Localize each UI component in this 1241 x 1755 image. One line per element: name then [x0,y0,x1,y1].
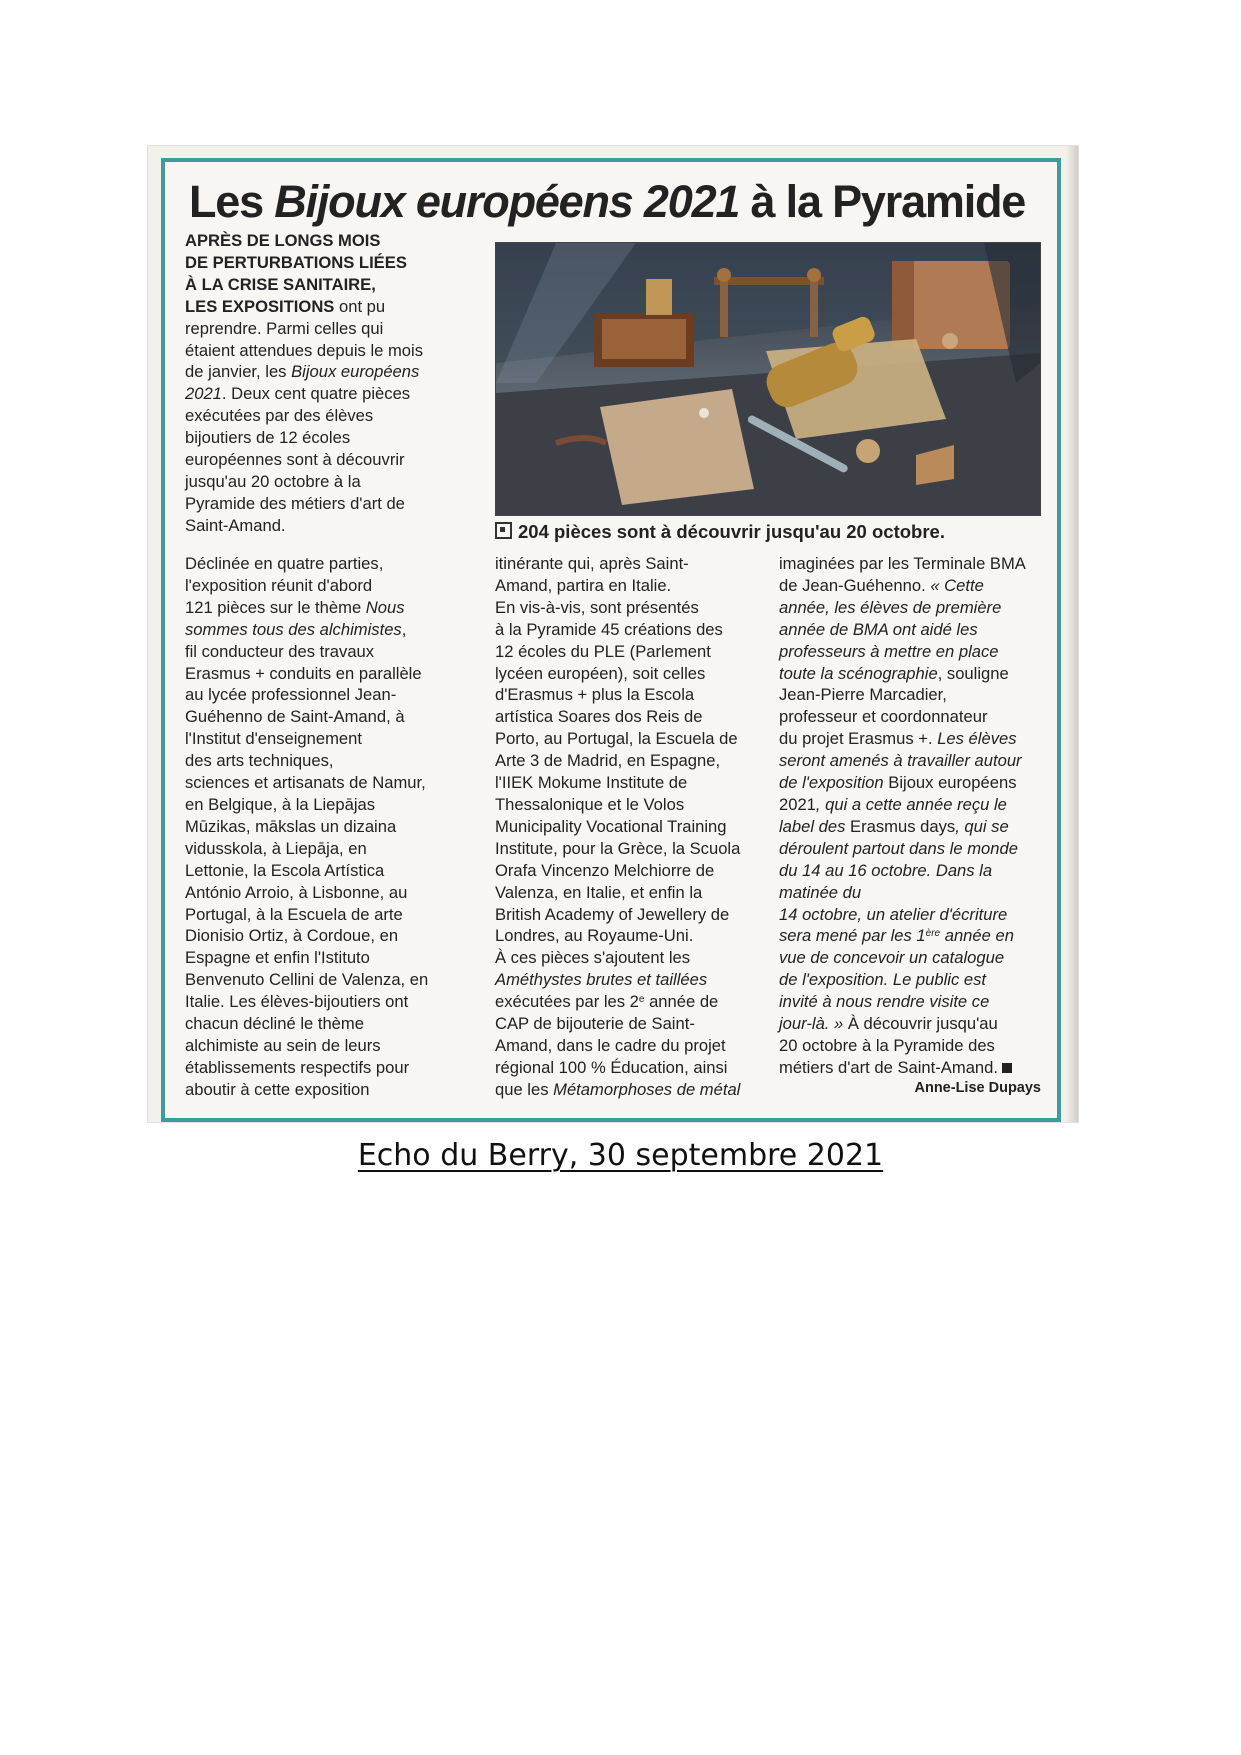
lead-line [185,361,485,383]
body-line: Italie. Les élèves-bijoutiers ont [185,992,409,1012]
body-line [779,882,1049,904]
body-line: 20 octobre à la Pyramide des [779,1035,995,1055]
lead-line: bijoutiers de 12 écoles [185,428,351,448]
body-italic: du 14 au 16 octobre. Dans la [779,860,993,880]
body-italic: déroulent partout dans le monde [779,838,1018,858]
body-line [495,969,770,991]
body-text: de Jean-Guéhenno. [779,575,931,595]
lead-italic: 2021 [185,384,222,404]
body-line: fil conducteur des travaux [185,641,375,661]
body-line [779,838,1049,860]
body-line: Orafa Vincenzo Melchiorre de [495,860,715,880]
body-line: Jean-Pierre Marcadier, [779,685,947,705]
lead-line: jusqu'au 20 octobre à la [185,471,361,491]
body-italic: de l'exposition. Le public est [779,970,987,990]
body-line [779,619,1049,641]
article-frame [161,158,1061,1122]
body-line: En vis-à-vis, sont présentés [495,597,699,617]
body-line: sciences et artisanats de Namur, [185,773,426,793]
body-italic [779,926,1014,945]
body-italic: 14 octobre, un atelier d'écriture [779,904,1008,924]
body-text: exécutées par les 2 [495,992,639,1012]
body-line: chacun décliné le thème [185,1014,364,1034]
body-line: régional 100 % Éducation, ainsi [495,1057,728,1077]
body-text: année en [940,926,1014,946]
body-line: d'Erasmus + plus la Escola [495,685,695,705]
body-line: en Belgique, à la Liepājas [185,794,376,814]
body-line: Londres, au Royaume-Uni. [495,926,694,946]
article-title [189,176,1025,228]
lead-line: reprendre. Parmi celles qui [185,318,384,338]
lead-text: ont pu [334,296,386,316]
body-line: des arts techniques, [185,751,334,771]
body-italic: , qui se [955,816,1009,836]
body-line: vidusskola, à Liepāja, en [185,838,367,858]
article-column-3 [779,553,1049,1079]
body-line: aboutir à cette exposition [185,1079,370,1099]
body-line: Mūzikas, mākslas un dizaina [185,816,397,836]
article-column-2 [495,553,770,1101]
body-italic: sommes tous des alchimistes [185,619,402,639]
article-column-1 [185,553,485,1101]
superscript: ère [925,928,941,940]
body-line: Valenza, en Italie, et enfin la [495,882,703,902]
body-line: British Academy of Jewellery de [495,904,730,924]
body-line: Amand, dans le cadre du projet [495,1035,726,1055]
lead-line: DE PERTURBATIONS LIÉES [185,252,407,272]
body-text: du projet Erasmus +. [779,729,938,749]
lead-line: exécutées par des élèves [185,406,374,426]
body-line: Benvenuto Cellini de Valenza, en [185,970,429,990]
body-line [779,860,1049,882]
body-line: Portugal, à la Escuela de arte [185,904,403,924]
body-text: que les [495,1079,554,1099]
body-line: l'Institut d'enseignement [185,729,362,749]
body-line [779,728,1049,750]
body-line [779,641,1049,663]
body-italic: seront amenés à travailler autour [779,751,1022,771]
body-line: Lettonie, la Escola Artística [185,860,385,880]
body-line [779,794,1049,816]
body-italic: Métamorphoses de métal [553,1079,741,1099]
body-italic: toute la scénographie [779,663,938,683]
body-line: établissements respectifs pour [185,1057,410,1077]
body-line: Institute, pour la Grèce, la Scuola [495,838,741,858]
body-line: professeur et coordonnateur [779,707,988,727]
lead-bold: LES EXPOSITIONS [185,296,335,316]
body-line [779,597,1049,619]
lead-text: de janvier, les [185,362,292,382]
body-italic: vue de concevoir un catalogue [779,948,1005,968]
alchemy-display-photo [496,243,1040,515]
body-line: Guéhenno de Saint-Amand, à [185,707,405,727]
body-text: 2021 [779,794,816,814]
body-line [779,904,1049,926]
body-line: Erasmus + conduits en parallèle [185,663,422,683]
title-part: à la Pyramide [739,176,1026,227]
body-line [779,1057,1049,1079]
title-italic: Bijoux européens 2021 [274,176,740,227]
body-italic: de l'exposition [779,773,889,793]
body-line: António Arroio, à Lisbonne, au [185,882,408,902]
body-line [495,1079,770,1101]
body-text: année de [644,992,719,1012]
body-italic: professeurs à mettre en place [779,641,999,661]
article-lead [185,230,485,537]
body-line [779,750,1049,772]
body-line: à la Pyramide 45 créations des [495,619,723,639]
body-line: Arte 3 de Madrid, en Espagne, [495,751,721,771]
title-part: Les [189,176,275,227]
body-italic: « Cette [930,575,984,595]
body-line: imaginées par les Terminale BMA [779,554,1026,573]
body-line [779,991,1049,1013]
superscript: e [638,994,645,1006]
body-line: CAP de bijouterie de Saint- [495,1014,695,1034]
caption-marker-icon [495,522,512,539]
lead-line: européennes sont à découvrir [185,450,405,470]
body-text: sera mené par les 1 [779,926,926,946]
body-italic: jour-là. » [779,1014,844,1034]
body-italic: invité à nous rendre visite ce [779,992,990,1012]
lead-line: Saint-Amand. [185,515,286,535]
body-text: métiers d'art de Saint-Amand. [779,1057,998,1077]
source-caption [0,1138,1241,1173]
body-line: Municipality Vocational Training [495,816,727,836]
body-line: Thessalonique et le Volos [495,794,685,814]
lead-text: . Deux cent quatre pièces [221,384,411,404]
body-line: alchimiste au sein de leurs [185,1035,381,1055]
body-italic: matinée du [779,882,862,902]
body-line [779,575,1049,597]
scan-edge-shadow [1066,146,1078,1122]
lead-line: étaient attendues depuis le mois [185,340,424,360]
body-line: Porto, au Portugal, la Escuela de [495,729,738,749]
body-line: lycéen européen), soit celles [495,663,706,683]
body-italic: Améthystes brutes et taillées [495,970,708,990]
body-text: , [401,619,407,639]
body-line [779,969,1049,991]
newspaper-clipping [148,146,1078,1122]
lead-line [185,383,485,405]
body-italic: Les élèves [937,729,1017,749]
body-text: Bijoux européens [888,773,1017,793]
body-line [495,991,770,1013]
body-line [185,597,485,619]
body-text: À découvrir jusqu'au [843,1014,998,1034]
body-text: , souligne [937,663,1009,683]
body-text: 121 pièces sur le thème [185,597,366,617]
lead-line [185,296,485,318]
author-signature: Anne-Lise Dupays [914,1080,1041,1096]
body-line [779,925,1049,947]
lead-line: À LA CRISE SANITAIRE, [185,274,376,294]
body-line [779,663,1049,685]
body-line: 12 écoles du PLE (Parlement [495,641,711,661]
caption-text: 204 pièces sont à découvrir jusqu'au 20 octobre. [518,521,945,542]
lead-italic: Bijoux européens [291,362,420,382]
body-line: Dionisio Ortiz, à Cordoue, en [185,926,399,946]
body-line [779,816,1049,838]
body-line: itinérante qui, après Saint- [495,554,689,573]
body-line: au lycée professionnel Jean- [185,685,397,705]
body-line: l'IIEK Mokume Institute de [495,773,688,793]
body-line [779,947,1049,969]
body-italic: année, les élèves de première [779,597,1002,617]
photo-caption [495,521,945,543]
body-italic: année de BMA ont aidé les [779,619,978,639]
lead-line: APRÈS DE LONGS MOIS [185,231,381,250]
article-photo [495,242,1041,516]
body-line: Espagne et enfin l'Istituto [185,948,370,968]
body-line: Amand, partira en Italie. [495,575,672,595]
body-line [779,772,1049,794]
body-line: À ces pièces s'ajoutent les [495,948,691,968]
body-line: Déclinée en quatre parties, [185,554,384,573]
body-line: artística Soares dos Reis de [495,707,703,727]
body-line: l'exposition réunit d'abord [185,575,373,595]
body-italic: Nous [365,597,405,617]
body-italic: , qui a cette année reçu le [815,794,1007,814]
body-italic: label des [779,816,851,836]
end-mark-icon [1002,1063,1012,1073]
body-line [779,1013,1049,1035]
body-text: Erasmus days [850,816,956,836]
body-line [185,619,485,641]
lead-line: Pyramide des métiers d'art de [185,493,405,513]
source-text: Echo du Berry, 30 septembre 2021 [357,1138,884,1173]
